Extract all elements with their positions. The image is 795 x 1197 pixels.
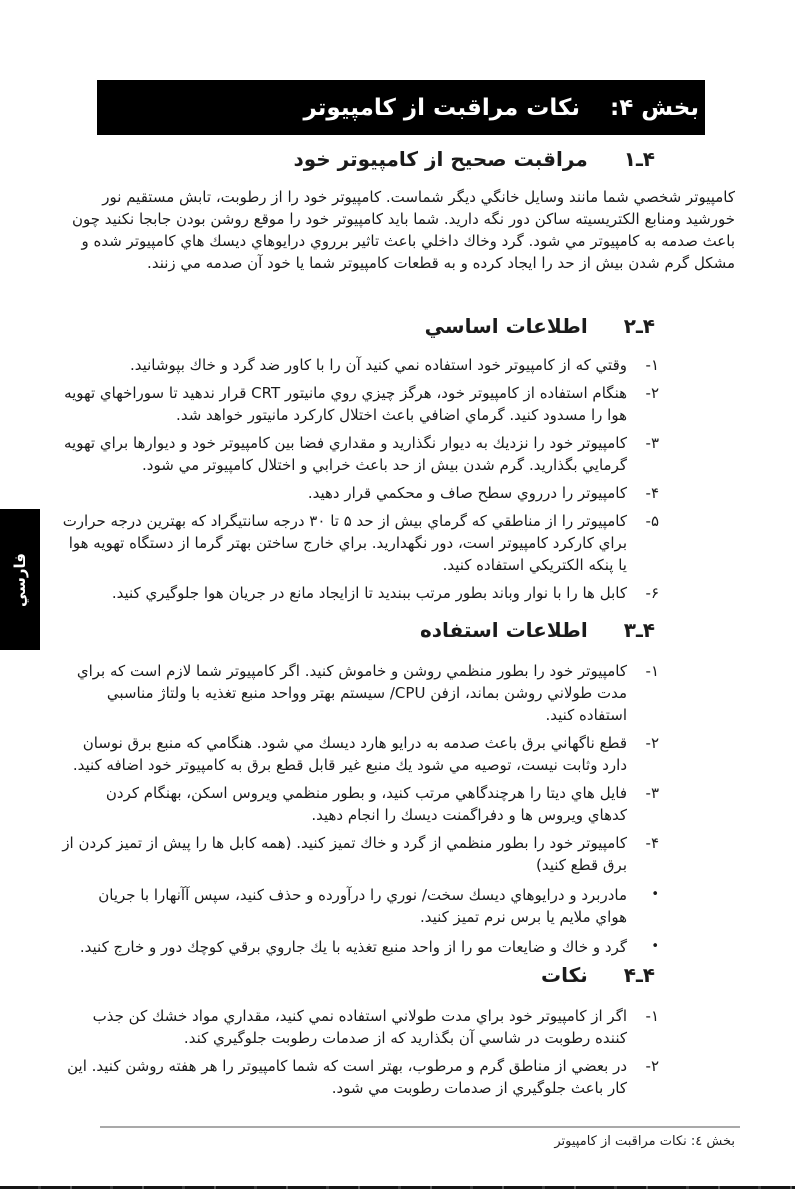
chapter-header-bar [97,80,705,135]
list-item [62,660,659,726]
list-item-number: ۴- [645,484,659,502]
chapter-title: نکات مراقبت از کامپيوتر [303,94,581,121]
bullet-icon: • [651,939,659,954]
section-title: مراقبت صحيح از کامپيوتر خود [293,147,588,171]
list-item [62,1005,659,1049]
list-item-number: ۲- [645,384,659,402]
list-item-number: ۴- [645,834,659,852]
list-item [62,732,659,776]
list-item-number: ۳- [645,784,659,802]
section-heading-4 [62,962,735,988]
list-item-text: در بعضي از مناطق گرم و مرطوب، بهتر است که شما کامپيوتر را هر هفته روشن کنيد. اين کار باعث جلوگيري از صدمات رطوبت مي شود. [67,1057,627,1097]
list-item-number: ۶- [645,584,659,602]
list-item [62,1055,659,1099]
language-tab [0,509,40,650]
list-item [62,582,659,604]
section-2-list [62,354,735,610]
list-item-number: ۳- [645,434,659,452]
footer-divider [100,1126,740,1128]
list-item-number: ۱- [645,1007,659,1025]
bullet-item [62,936,659,958]
section-number: ۴ـ۲ [623,314,655,338]
section-number: ۴ـ۱ [623,147,655,171]
list-item-text: اگر از کامپيوتر خود براي مدت طولاني استفاده نمي کنيد، مقداري مواد خشك کن جذب کننده رطوبت در شاسي آن بگذاريد که از صدمات رطوبت جلوگيري کند. [92,1007,627,1047]
page-footer: بخش ٤: نکات مراقبت از کامپيوتر [554,1134,735,1149]
section-3-list [62,660,735,964]
list-item-text: کامپيوتر خود را نزديك به ديوار نگذاريد و مقداري فضا بين کامپيوتر خود و ديوارها براي تهويه گرمايي بگذاريد. گرم شدن بيش از حد باعث خرابي و اختلال کامپيوتر مي شود. [64,434,627,474]
page-bottom-edge [0,1186,795,1189]
section-number: ۴ـ۳ [623,618,655,642]
section-1-paragraph: کامپيوتر شخصي شما مانند وسايل خانگي ديگر شماست. کامپيوتر خود را از رطوبت، تابش مستقيم نور خورشيد ومنابع الکتريسيته ساکن دور نگه داريد. شما بايد کامپيوتر خود را موقع روشن بودن جابجا نکنيد چون باعث صدمه به کامپيوتر مي شود. گرد وخاك داخلي باعث تاثير برروي درايوهاي ديسك هاي کامپيوتر شده و مشکل گرم شدن بيش از حد را ايجاد کرده و به قطعات کامپيوتر شما يا خود آن صدمه مي زنند. [71,188,735,272]
chapter-number: بخش ۴: [610,94,699,121]
list-item-text: هنگام استفاده از کامپيوتر خود، هرگز چيزي روي مانيتور CRT قرار ندهيد تا سوراخهاي تهويه هوا را مسدود کنيد. گرماي اضافي باعث اختلال کارکرد مانيتور خواهد شد. [64,384,627,424]
section-title: نکات [540,963,588,987]
list-item [62,782,659,826]
list-item [62,832,659,876]
bullet-item-text: مادربرد و درايوهاي ديسك سخت/ نوري را درآورده و حذف کنيد، سپس آآنهارا با جريان هواي ملايم يا برس نرم تميز کنيد. [98,886,627,926]
list-item-text: قطع ناگهاني برق باعث صدمه به درايو هارد ديسك مي شود. هنگامي که منبع برق نوسان دارد وثابت نيست، توصيه مي شود يك منبع غير قابل قطع برق به کامپيوتر خود اضافه کنيد. [72,734,627,774]
list-item [62,432,659,476]
section-title: اطلاعات اساسي [424,314,588,338]
section-title: اطلاعات استفاده [419,618,588,642]
list-item-text: فايل هاي ديتا را هرچندگاهي مرتب کنيد، و بطور منظمي ويروس اسکن، بهنگام کردن کدهاي ويروس ها و دفراگمنت ديسك را انجام دهيد. [105,784,627,824]
list-item-text: کامپيوتر را درروي سطح صاف و محکمي قرار دهيد. [307,484,627,502]
list-item-text: کامپيوتر را از مناطقي که گرماي بيش از حد ۵ تا ۳۰ درجه سانتيگراد که بهترين درجه حرارت براي کارکرد کامپيوتر است، دور نگهداريد. براي خارج ساختن بهتر گرما از دستگاه تهويه هوا يا پنکه الکتريکي استفاده کنيد. [62,512,627,574]
list-item [62,510,659,576]
list-item-number: ۱- [645,662,659,680]
list-item-text: کابل ها را با نوار وباند بطور مرتب ببنديد تا ازايجاد مانع در جريان هوا جلوگيري کنيد. [111,584,627,602]
list-item-text: کامپيوتر خود را بطور منظمي روشن و خاموش کنيد. اگر کامپيوتر شما لازم است که براي مدت طولاني روشن بماند، ازفن CPU/ سيستم بهتر وواحد منبع تغذيه با ولتاژ مناسبي استفاده کنيد. [76,662,627,724]
list-item-text: کامپيوتر خود را بطور منظمي از گرد و خاك تميز کنيد. (همه کابل ها را پيش از تميز کردن از برق قطع کنيد) [62,834,627,874]
list-item-number: ۵- [645,512,659,530]
section-heading-3 [62,617,735,643]
bullet-icon: • [651,887,659,902]
list-item [62,482,659,504]
language-tab-label: فارسي [11,552,29,607]
section-number: ۴ـ۴ [623,963,655,987]
list-item-number: ۲- [645,734,659,752]
bullet-item-text: گرد و خاك و ضايعات مو را از واحد منبع تغذيه با يك جاروي برقي کوچك دور و خارج کنيد. [79,938,627,956]
list-item [62,382,659,426]
section-4-list [62,1005,735,1105]
section-heading-2 [62,313,735,339]
list-item [62,354,659,376]
section-heading-1 [62,146,735,172]
bullet-item [62,884,659,928]
list-item-number: ۲- [645,1057,659,1075]
list-item-text: وقتي که از کامپيوتر خود استفاده نمي کنيد آن را با کاور ضد گرد و خاك بپوشانيد. [129,356,627,374]
list-item-number: ۱- [645,356,659,374]
